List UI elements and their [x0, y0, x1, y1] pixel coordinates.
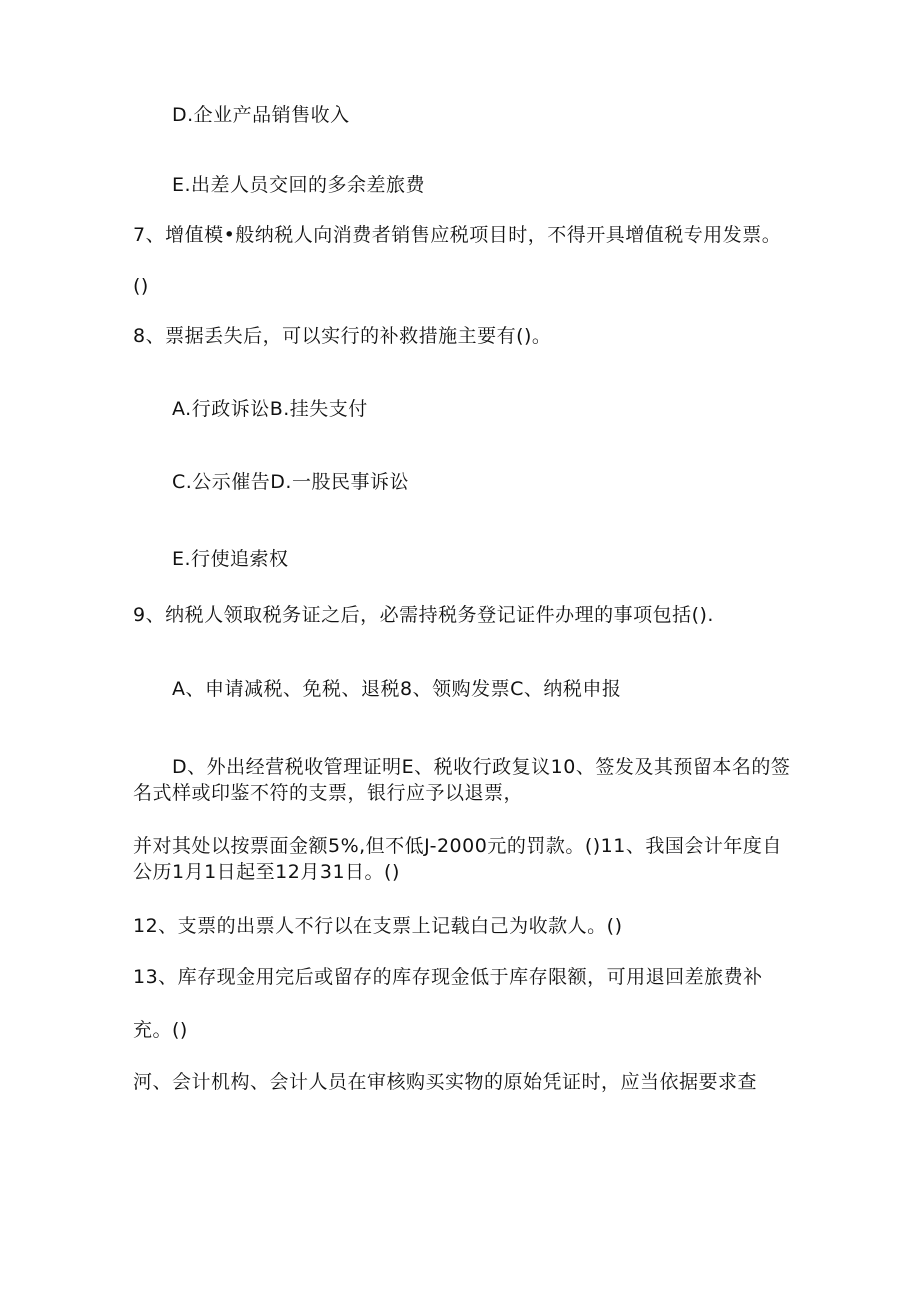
question-8-options-cd: C.公示催告D.一股民事诉讼	[172, 471, 409, 493]
question-9-options-de-question-10: D、外出经营税收管理证明E、税收行政复议10、签发及其预留本名的签名式样或印鉴不符的支票，银行应予以退票，	[133, 756, 791, 804]
question-10-cont-question-11: 并对其处以按票面金额5%,但不低J-2000元的罚款。()11、我国会计年度自公历1月1日起至12月31日。()	[133, 835, 782, 883]
question-8: 8、票据丢失后，可以实行的补救措施主要有()。	[133, 325, 552, 347]
question-14: 河、会计机构、会计人员在审核购买实物的原始凭证时，应当依据要求查	[133, 1071, 758, 1093]
question-8-option-e: E.行使追索权	[172, 548, 289, 570]
question-13-cont: 充。()	[133, 1019, 188, 1041]
question-7-blank: ()	[133, 275, 149, 297]
option-e-travel-expense: E.出差人员交回的多余差旅费	[172, 174, 426, 196]
question-13: 13、库存现金用完后或留存的库存现金低于库存限额，可用退回差旅费补	[133, 966, 763, 988]
question-12: 12、支票的出票人不行以在支票上记载白己为收款人。()	[133, 915, 623, 937]
question-9-options-abc: A、申请减税、免税、退税8、领购发票C、纳税申报	[172, 678, 622, 700]
option-d-enterprise-sales: D.企业产品销售收入	[172, 104, 350, 126]
question-7: 7、增值模•般纳税人向消费者销售应税项目时，不得开具增值税专用发票。	[133, 224, 782, 246]
question-8-options-ab: A.行政诉讼B.挂失支付	[172, 398, 368, 420]
question-9: 9、纳税人领取税务证之后，必需持税务登记证件办理的事项包括().	[133, 604, 714, 626]
